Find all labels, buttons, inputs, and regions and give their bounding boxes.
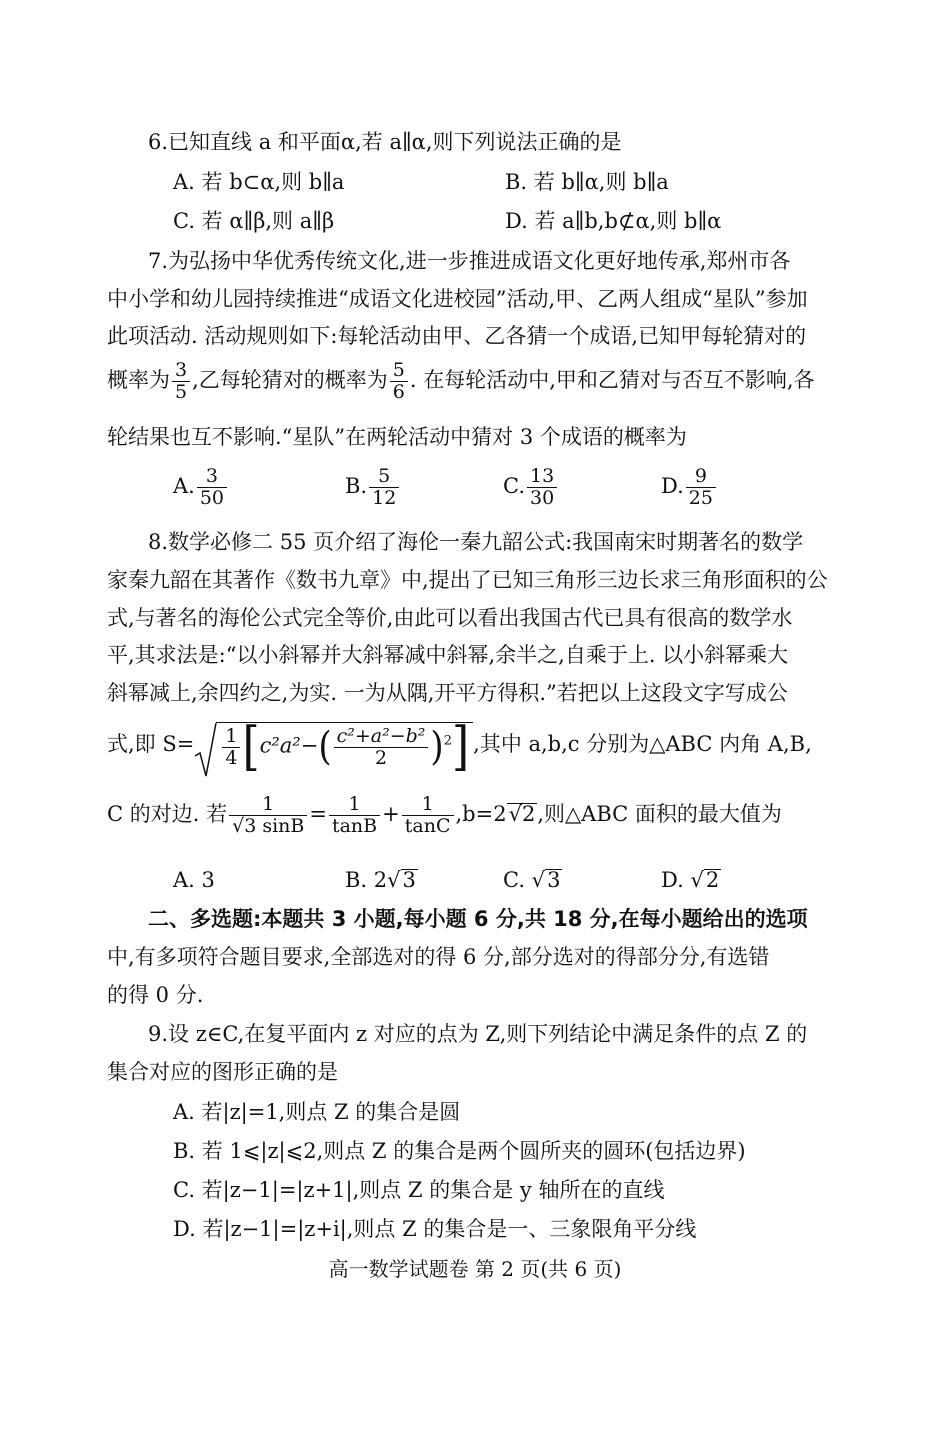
q7-line-3: 此项活动. 活动规则如下:每轮活动由甲、乙各猜一个成语,已知甲每轮猜对的 — [107, 324, 807, 348]
q8-formula-line: 式,即 S= $\frac{1}{4}$ [c²a²−( $\frac{\text{c²+a²−b²}}{2}$ )$^2$] ,其中 a,b,c 分别为△ABC 内角 A,B, — [107, 715, 812, 777]
q6-stem: 6.已知直线 a 和平面α,若 a∥α,则下列说法正确的是 — [148, 130, 622, 154]
q6-option-b: B. 若 b∥α,则 b∥a — [505, 170, 669, 194]
q9-option-b: B. 若 1⩽|z|⩽2,则点 Z 的集合是两个圆所夹的圆环(包括边界) — [173, 1139, 746, 1163]
q8-line-5: 斜幂减上,余四约之,为实. 一为从隅,开平方得积.”若把以上这段文字写成公 — [107, 681, 788, 705]
q8-line-2: 家秦九韶在其著作《数书九章》中,提出了已知三角形三边长求三角形面积的公 — [107, 568, 828, 592]
q7-line-2: 中小学和幼儿园持续推进“成语文化进校园”活动,甲、乙两人组成“星队”参加 — [107, 287, 808, 311]
section-2-line-3: 的得 0 分. — [107, 983, 204, 1007]
q8-option-a: A. 3 — [173, 868, 215, 892]
section-2-line-2: 中,有多项符合题目要求,全部选对的得 6 分,部分选对的得部分分,有选错 — [107, 945, 770, 969]
q8-option-c: C. √3 — [503, 868, 561, 892]
q7-prob-yi: $\frac{5}{6}$ — [390, 360, 408, 403]
q7-line-1: 7.为弘扬中华优秀传统文化,进一步推进成语文化更好地传承,郑州市各 — [148, 249, 791, 273]
q7-option-b: B. $\frac{5}{12}$ — [345, 466, 401, 509]
q6-option-c: C. 若 α∥β,则 a∥β — [173, 209, 335, 233]
q7-line-5: 轮结果也互不影响.“星队”在两轮活动中猜对 3 个成语的概率为 — [107, 425, 687, 449]
q9-option-c: C. 若|z−1|=|z+1|,则点 Z 的集合是 y 轴所在的直线 — [173, 1178, 665, 1202]
q8-option-d: D. √2 — [661, 868, 720, 892]
q7-line-4: 概率为 $\frac{3}{5}$ ,乙每轮猜对的概率为 $\frac{5}{6}$ . 在每轮活动中,甲和乙猜对与否互不影响,各 — [107, 359, 815, 403]
q7-option-c: C. $\frac{13}{30}$ — [503, 466, 559, 509]
q7-option-a: A. $\frac{3}{50}$ — [173, 466, 229, 509]
q9-option-a: A. 若|z|=1,则点 Z 的集合是圆 — [173, 1100, 461, 1124]
q6-option-d: D. 若 a∥b,b⊄α,则 b∥α — [505, 209, 722, 233]
q7-option-d: D. $\frac{9}{25}$ — [661, 466, 718, 509]
q8-condition-line: C 的对边. 若 $\frac{1}{√3 \sin B}$ = $\frac{1}{\tan B}$ + $\frac{1}{\tan C}$ ,b=2√2,则△ABC 面积的最大值为 — [107, 793, 782, 837]
q9-line-2: 集合对应的图形正确的是 — [107, 1060, 338, 1084]
section-2-line-1: 二、多选题:本题共 3 小题,每小题 6 分,共 18 分,在每小题给出的选项 — [148, 907, 808, 931]
q8-line-1: 8.数学必修二 55 页介绍了海伦一秦九韶公式:我国南宋时期著名的数学 — [148, 530, 804, 554]
sqrt-formula: $\frac{1}{4}$ [c²a²−( $\frac{\text{c²+a²−b²}}{2}$ )$^2$] — [194, 722, 473, 769]
q8-line-4: 平,其求法是:“以小斜幂并大斜幂减中斜幂,余半之,自乘于上. 以小斜幂乘大 — [107, 643, 789, 667]
page-footer: 高一数学试题卷 第 2 页(共 6 页) — [328, 1257, 622, 1281]
q9-option-d: D. 若|z−1|=|z+i|,则点 Z 的集合是一、三象限角平分线 — [173, 1217, 697, 1241]
q6-option-a: A. 若 b⊂α,则 b∥a — [173, 170, 345, 194]
q9-line-1: 9.设 z∈C,在复平面内 z 对应的点为 Z,则下列结论中满足条件的点 Z 的 — [148, 1022, 808, 1046]
q8-option-b: B. 2√3 — [345, 868, 416, 892]
q8-line-3: 式,与著名的海伦公式完全等价,由此可以看出我国古代已具有很高的数学水 — [107, 606, 793, 630]
q7-prob-jia: $\frac{3}{5}$ — [172, 360, 190, 403]
